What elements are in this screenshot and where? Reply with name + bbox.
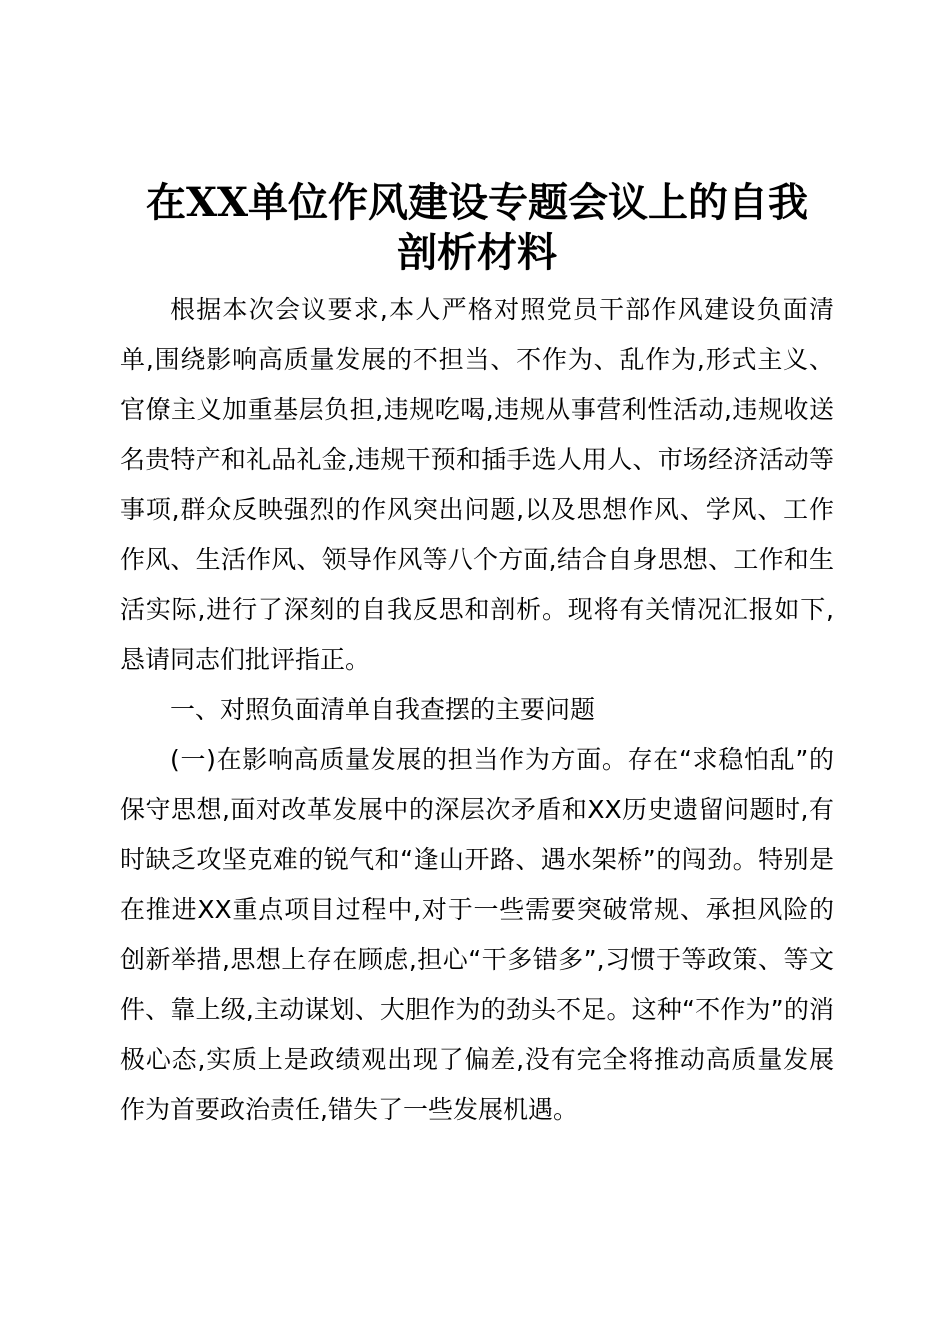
document-body [120, 285, 834, 1135]
title-line-1: 在XX单位作风建设专题会议上的自我 [145, 179, 809, 226]
subsection-paragraph: (一)在影响高质量发展的担当作为方面。存在“求稳怕乱”的保守思想,面对改革发展中的深层次矛盾和XX历史遗留问题时,有时缺乏攻坚克难的锐气和“逢山开路、遇水架桥”的闯劲。特别是在推进XX重点项目过程中,对于一些需要突破常规、承担风险的创新举措,思想上存在顾虑,担心“干多错多”,习惯于等政策、等文件、靠上级,主动谋划、大胆作为的劲头不足。这种“不作为”的消极心态,实质上是政绩观出现了偏差,没有完全将推动高质量发展作为首要政治责任,错失了一些发展机遇。 [120, 745, 834, 1124]
intro-paragraph: 根据本次会议要求,本人严格对照党员干部作风建设负面清单,围绕影响高质量发展的不担当、不作为、乱作为,形式主义、官僚主义加重基层负担,违规吃喝,违规从事营利性活动,违规收送名贵特产和礼品礼金,违规干预和插手选人用人、市场经济活动等事项,群众反映强烈的作风突出问题,以及思想作风、学风、工作作风、生活作风、领导作风等八个方面,结合自身思想、工作和生活实际,进行了深刻的自我反思和剖析。现将有关情况汇报如下,恳请同志们批评指正。 [120, 295, 834, 674]
section-heading: 一、对照负面清单自我查摆的主要问题 [170, 695, 596, 724]
document-title [120, 178, 834, 278]
title-line-2: 剖析材料 [397, 229, 557, 276]
